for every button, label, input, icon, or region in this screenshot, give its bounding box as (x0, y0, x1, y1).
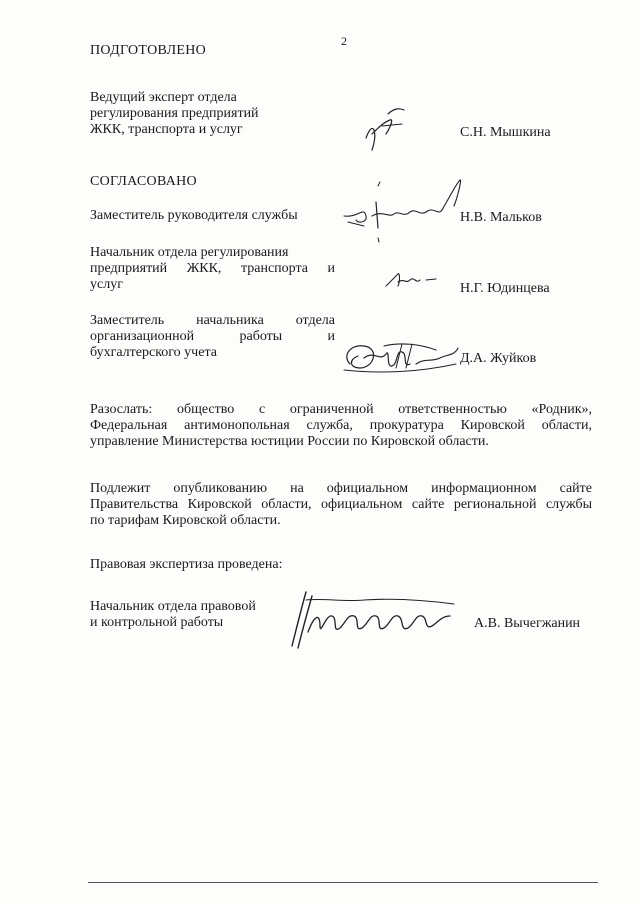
position-line: Начальник отдела регулирования (90, 245, 289, 260)
signature-vychegzhanin (284, 586, 460, 652)
paragraph-line: Правительства Кировской области, официальном сайте региональной службы (90, 497, 592, 512)
agreed-position-2 (90, 245, 335, 293)
agreed-position-1 (90, 208, 335, 224)
paragraph-line: по тарифам Кировской области. (90, 513, 281, 528)
publication-paragraph (90, 481, 592, 529)
position-line: Начальник отдела правовой (90, 599, 256, 614)
position-line: Заместитель руководителя службы (90, 208, 298, 223)
page-number: 2 (341, 34, 347, 48)
page-bottom-edge (88, 882, 598, 883)
signer-name: Н.В. Мальков (460, 210, 542, 225)
signer-name: А.В. Вычегжанин (474, 616, 581, 631)
distribution-paragraph (90, 402, 592, 450)
signature-zhuikov (340, 334, 464, 378)
signer-name: С.Н. Мышкина (460, 125, 551, 140)
paragraph-line: Разослать: общество с ограниченной ответственностью «Родник», (90, 402, 592, 417)
signer-name: Н.Г. Юдинцева (460, 281, 550, 296)
prepared-caption: ПОДГОТОВЛЕНО (90, 43, 207, 58)
position-line: предприятий ЖКК, транспорта и (90, 261, 335, 276)
position-line: регулирования предприятий (90, 106, 259, 121)
position-line: организационной работы и (90, 329, 335, 344)
agreed-position-3 (90, 313, 335, 361)
position-line: бухгалтерского учета (90, 345, 217, 360)
position-line: услуг (90, 277, 123, 292)
prepared-position (90, 90, 335, 138)
position-line: и контрольной работы (90, 615, 224, 630)
signature-malkov (338, 176, 466, 246)
position-line: ЖКК, транспорта и услуг (90, 122, 243, 137)
position-line: Заместитель начальника отдела (90, 313, 335, 328)
signature-myshkina (360, 104, 410, 156)
signer-name: Д.А. Жуйков (460, 351, 537, 366)
position-line: Ведущий эксперт отдела (90, 90, 237, 105)
paragraph-line: Федеральная антимонопольная служба, прокуратура Кировской области, (90, 418, 592, 433)
agreed-caption: СОГЛАСОВАНО (90, 174, 197, 189)
paragraph-line: управление Министерства юстиции России по Кировской области. (90, 434, 489, 449)
legal-caption: Правовая экспертиза проведена: (90, 557, 283, 572)
paragraph-line: Подлежит опубликованию на официальном информационном сайте (90, 481, 592, 496)
signature-yudintseva (382, 264, 442, 294)
